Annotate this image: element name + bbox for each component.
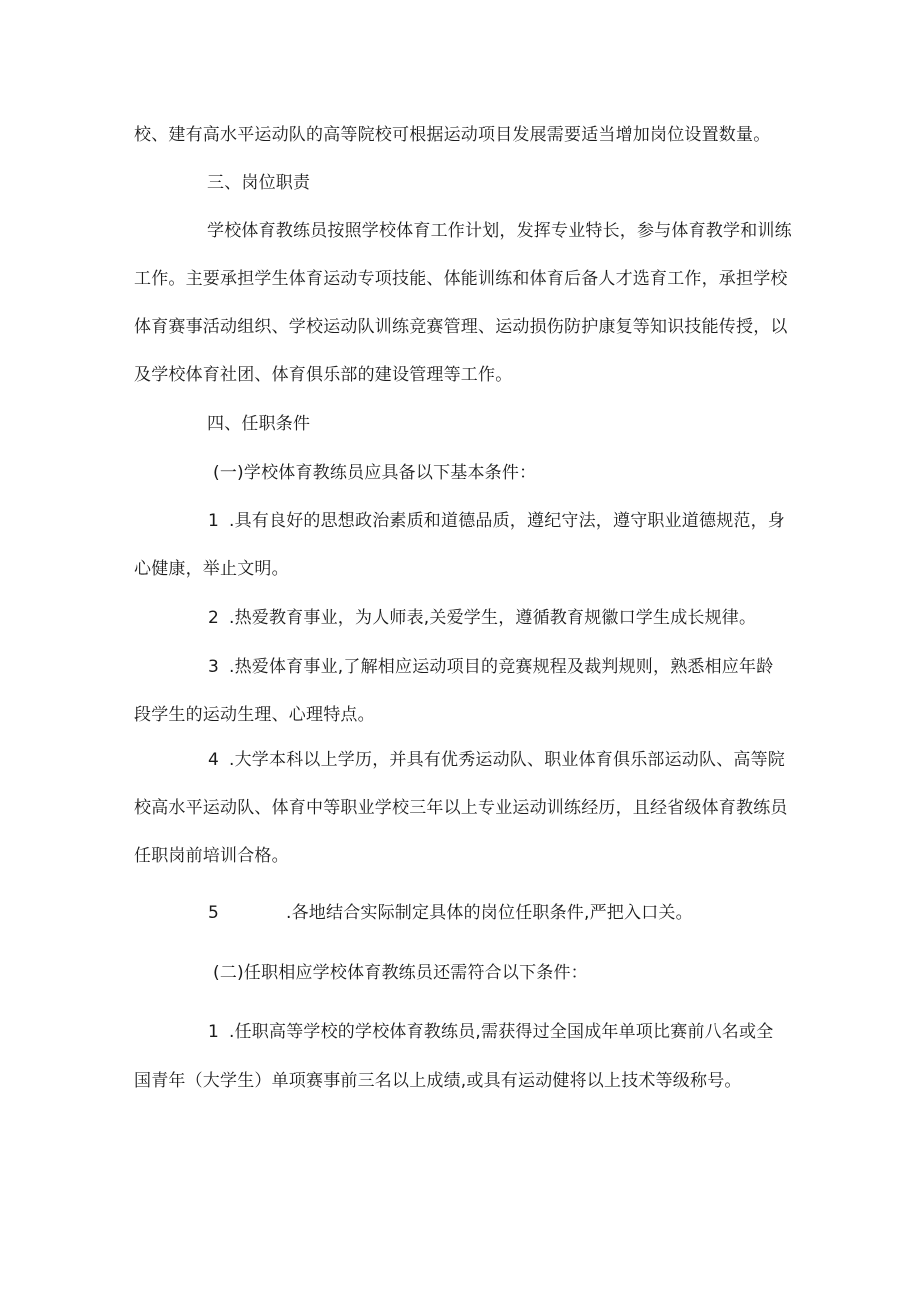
subsection-heading: (一)学校体育教练员应具备以下基本条件： [213, 463, 537, 483]
item-number: 3 [208, 657, 219, 677]
section-heading: 三、岗位职责 [207, 173, 311, 193]
text-line: 段学生的运动生理、心理特点。 [134, 705, 375, 725]
subsection-heading: (二)任职相应学校体育教练员还需符合以下条件： [213, 963, 588, 983]
text-line: 任职岗前培训合格。 [134, 846, 289, 866]
text-line: 国青年（大学生）单项赛事前三名以上成绩,或具有运动健将以上技术等级称号。 [134, 1071, 742, 1091]
item-number: 4 [208, 750, 219, 770]
item-number: 2 [208, 608, 219, 628]
text-line: .热爱体育事业,了解相应运动项目的竞赛规程及裁判规则，熟悉相应年龄 [229, 657, 774, 677]
text-line: 校、建有高水平运动队的高等院校可根据运动项目发展需要适当增加岗位设置数量。 [134, 125, 771, 145]
text-line: 学校体育教练员按照学校体育工作计划，发挥专业特长，参与体育教学和训练 [207, 221, 792, 241]
text-line: 及学校体育社团、体育俱乐部的建设管理等工作。 [134, 365, 513, 385]
text-line: .热爱教育事业，为人师表,关爱学生，遵循教育规徽口学生成长规律。 [229, 608, 757, 628]
text-line: .大学本科以上学历，并具有优秀运动队、职业体育俱乐部运动队、高等院 [229, 750, 786, 770]
text-line: .各地结合实际制定具体的岗位任职条件,严把入口关。 [286, 903, 693, 923]
text-line: .任职高等学校的学校体育教练员,需获得过全国成年单项比赛前八名或全 [229, 1022, 774, 1042]
text-line: 工作。主要承担学生体育运动专项技能、体能训练和体育后备人才选育工作，承担学校 [134, 269, 788, 289]
item-number: 5 [208, 903, 219, 923]
text-line: 体育赛事活动组织、学校运动队训练竞赛管理、运动损伤防护康复等知识技能传授，以 [134, 317, 788, 337]
section-heading: 四、任职条件 [207, 414, 311, 434]
text-line: 校高水平运动队、体育中等职业学校三年以上专业运动训练经历，且经省级体育教练员 [134, 798, 788, 818]
text-line: 心健康，举止文明。 [134, 559, 289, 579]
item-number: 1 [208, 1022, 219, 1042]
text-line: .具有良好的思想政治素质和道德品质，遵纪守法，遵守职业道德规范，身 [229, 511, 786, 531]
item-number: 1 [208, 511, 219, 531]
